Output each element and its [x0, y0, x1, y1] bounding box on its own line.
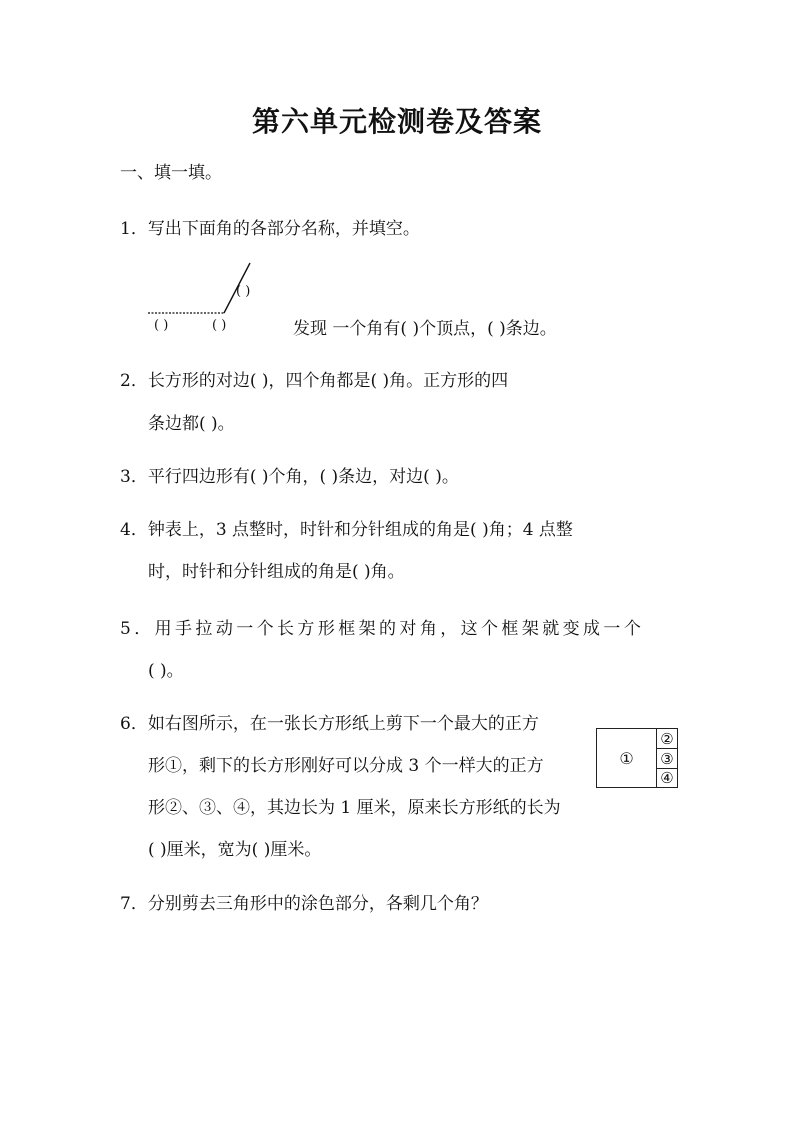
section-heading: 一、填一填。 — [120, 163, 222, 183]
square-3: ③ — [656, 748, 678, 769]
question-1-text: 1．写出下面角的各部分名称，并填空。 — [120, 219, 420, 239]
label-ray: ( ) — [236, 284, 251, 299]
question-1-discovery: 发现 一个角有( )个顶点，( )条边。 — [293, 319, 557, 339]
square-2: ② — [656, 728, 678, 749]
label-side: ( ) — [154, 318, 169, 333]
question-5-line2: ( )。 — [148, 661, 184, 681]
question-4-line2: 时，时针和分针组成的角是( )角。 — [148, 562, 405, 582]
question-2-line2: 条边都( )。 — [148, 414, 235, 434]
question-2-line1: 2．长方形的对边( )，四个角都是( )角。正方形的四 — [120, 371, 509, 391]
label-vertex: ( ) — [212, 318, 227, 333]
question-7-line1: 7．分别剪去三角形中的涂色部分，各剩几个角？ — [120, 894, 488, 914]
question-3-line1: 3．平行四边形有( )个角，( )条边，对边( )。 — [120, 467, 459, 487]
page-title: 第六单元检测卷及答案 — [251, 105, 542, 138]
square-1: ① — [596, 728, 657, 788]
square-4: ④ — [656, 768, 678, 788]
question-6-line1: 6．如右图所示，在一张长方形纸上剪下一个最大的正方 — [120, 714, 539, 734]
question-6-line4: ( )厘米，宽为( )厘米。 — [148, 840, 322, 860]
angle-diagram — [140, 258, 280, 318]
question-6-line2: 形①，剩下的长方形刚好可以分成 3 个一样大的正方 — [148, 756, 544, 776]
question-4-line1: 4．钟表上，3 点整时，时针和分针组成的角是( )角；4 点整 — [120, 520, 573, 540]
question-5-line1: 5．用手拉动一个长方形框架的对角，这个框架就变成一个 — [120, 619, 645, 639]
question-6-line3: 形②、③、④，其边长为 1 厘米，原来长方形纸的长为 — [148, 798, 561, 818]
